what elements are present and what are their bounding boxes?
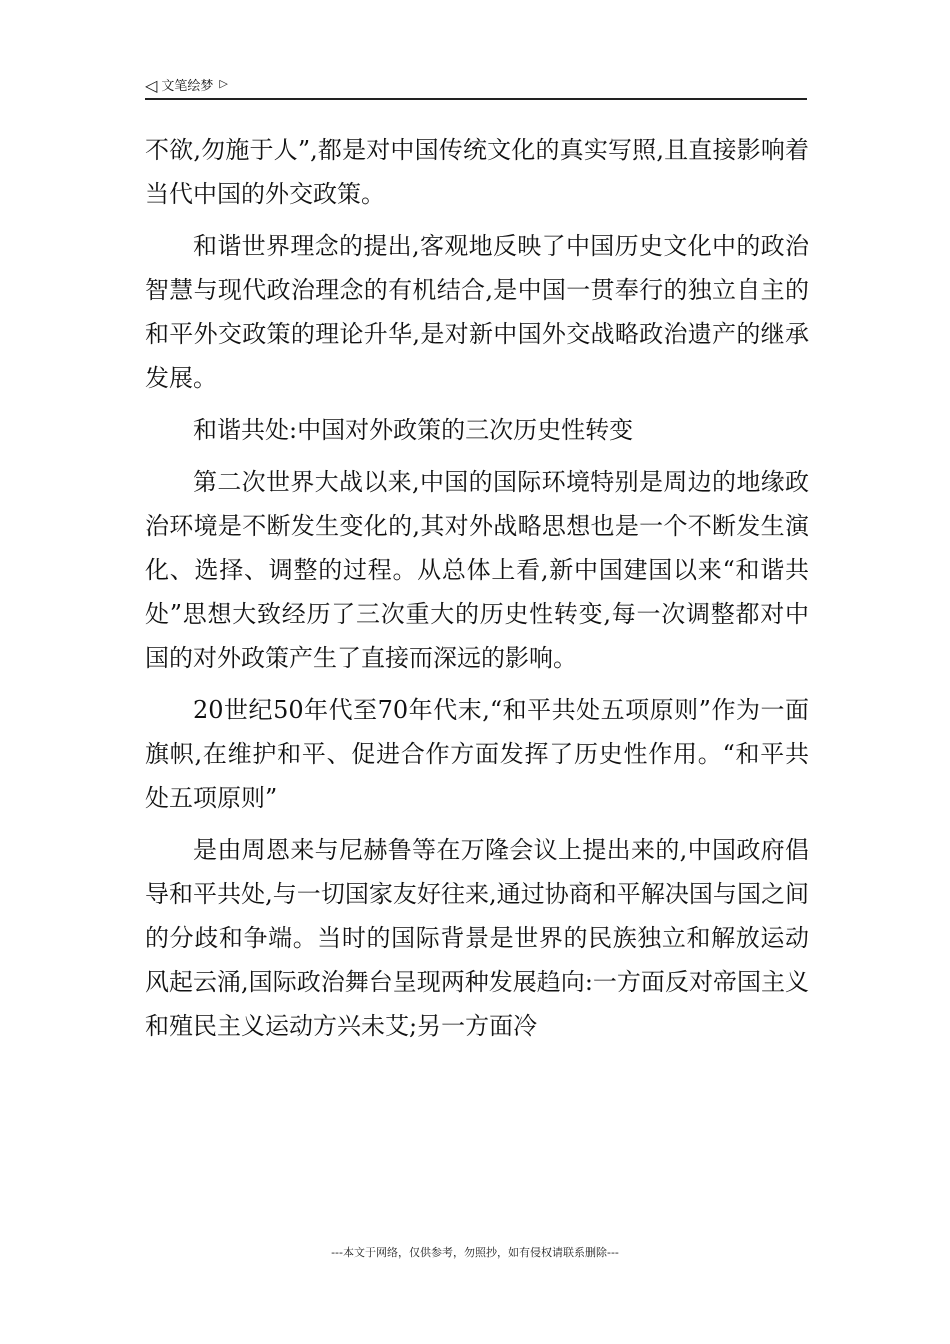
triangle-left-icon: ◁ [145,76,158,95]
section-heading: 和谐共处:中国对外政策的三次历史性转变 [193,416,634,444]
triangle-right-icon: ▷ [219,77,228,90]
paragraph-1: 不欲,勿施于人”,都是对中国传统文化的真实写照,且直接影响着当代中国的外交政策。 [145,136,809,208]
document-body [145,128,809,1056]
header-brand: 文笔绘梦 [161,79,214,94]
paragraph-3: 第二次世界大战以来,中国的国际环境特别是周边的地缘政治环境是不断发生变化的,其对外战略思想也是一个不断发生演化、选择、调整的过程。从总体上看,新中国建国以来“和谐共处”思想大致经历了三次重大的历史性转变,每一次调整都对中国的对外政策产生了直接而深远的影响。 [145,468,809,672]
page-header [145,74,807,100]
paragraph-4: 20世纪50年代至70年代末,“和平共处五项原则”作为一面旗帜,在维护和平、促进合作方面发挥了历史性作用。“和平共处五项原则” [145,696,809,812]
paragraph-2: 和谐世界理念的提出,客观地反映了中国历史文化中的政治智慧与现代政治理念的有机结合,是中国一贯奉行的独立自主的和平外交政策的理论升华,是对新中国外交战略政治遗产的继承发展。 [145,232,809,392]
page-footer: ---本文于网络，仅供参考，勿照抄，如有侵权请联系删除--- [331,1246,619,1259]
paragraph-5: 是由周恩来与尼赫鲁等在万隆会议上提出来的,中国政府倡导和平共处,与一切国家友好往来,通过协商和平解决国与国之间的分歧和争端。当时的国际背景是世界的民族独立和解放运动风起云涌,国际政治舞台呈现两种发展趋向:一方面反对帝国主义和殖民主义运动方兴未艾;另一方面冷 [145,836,809,1040]
